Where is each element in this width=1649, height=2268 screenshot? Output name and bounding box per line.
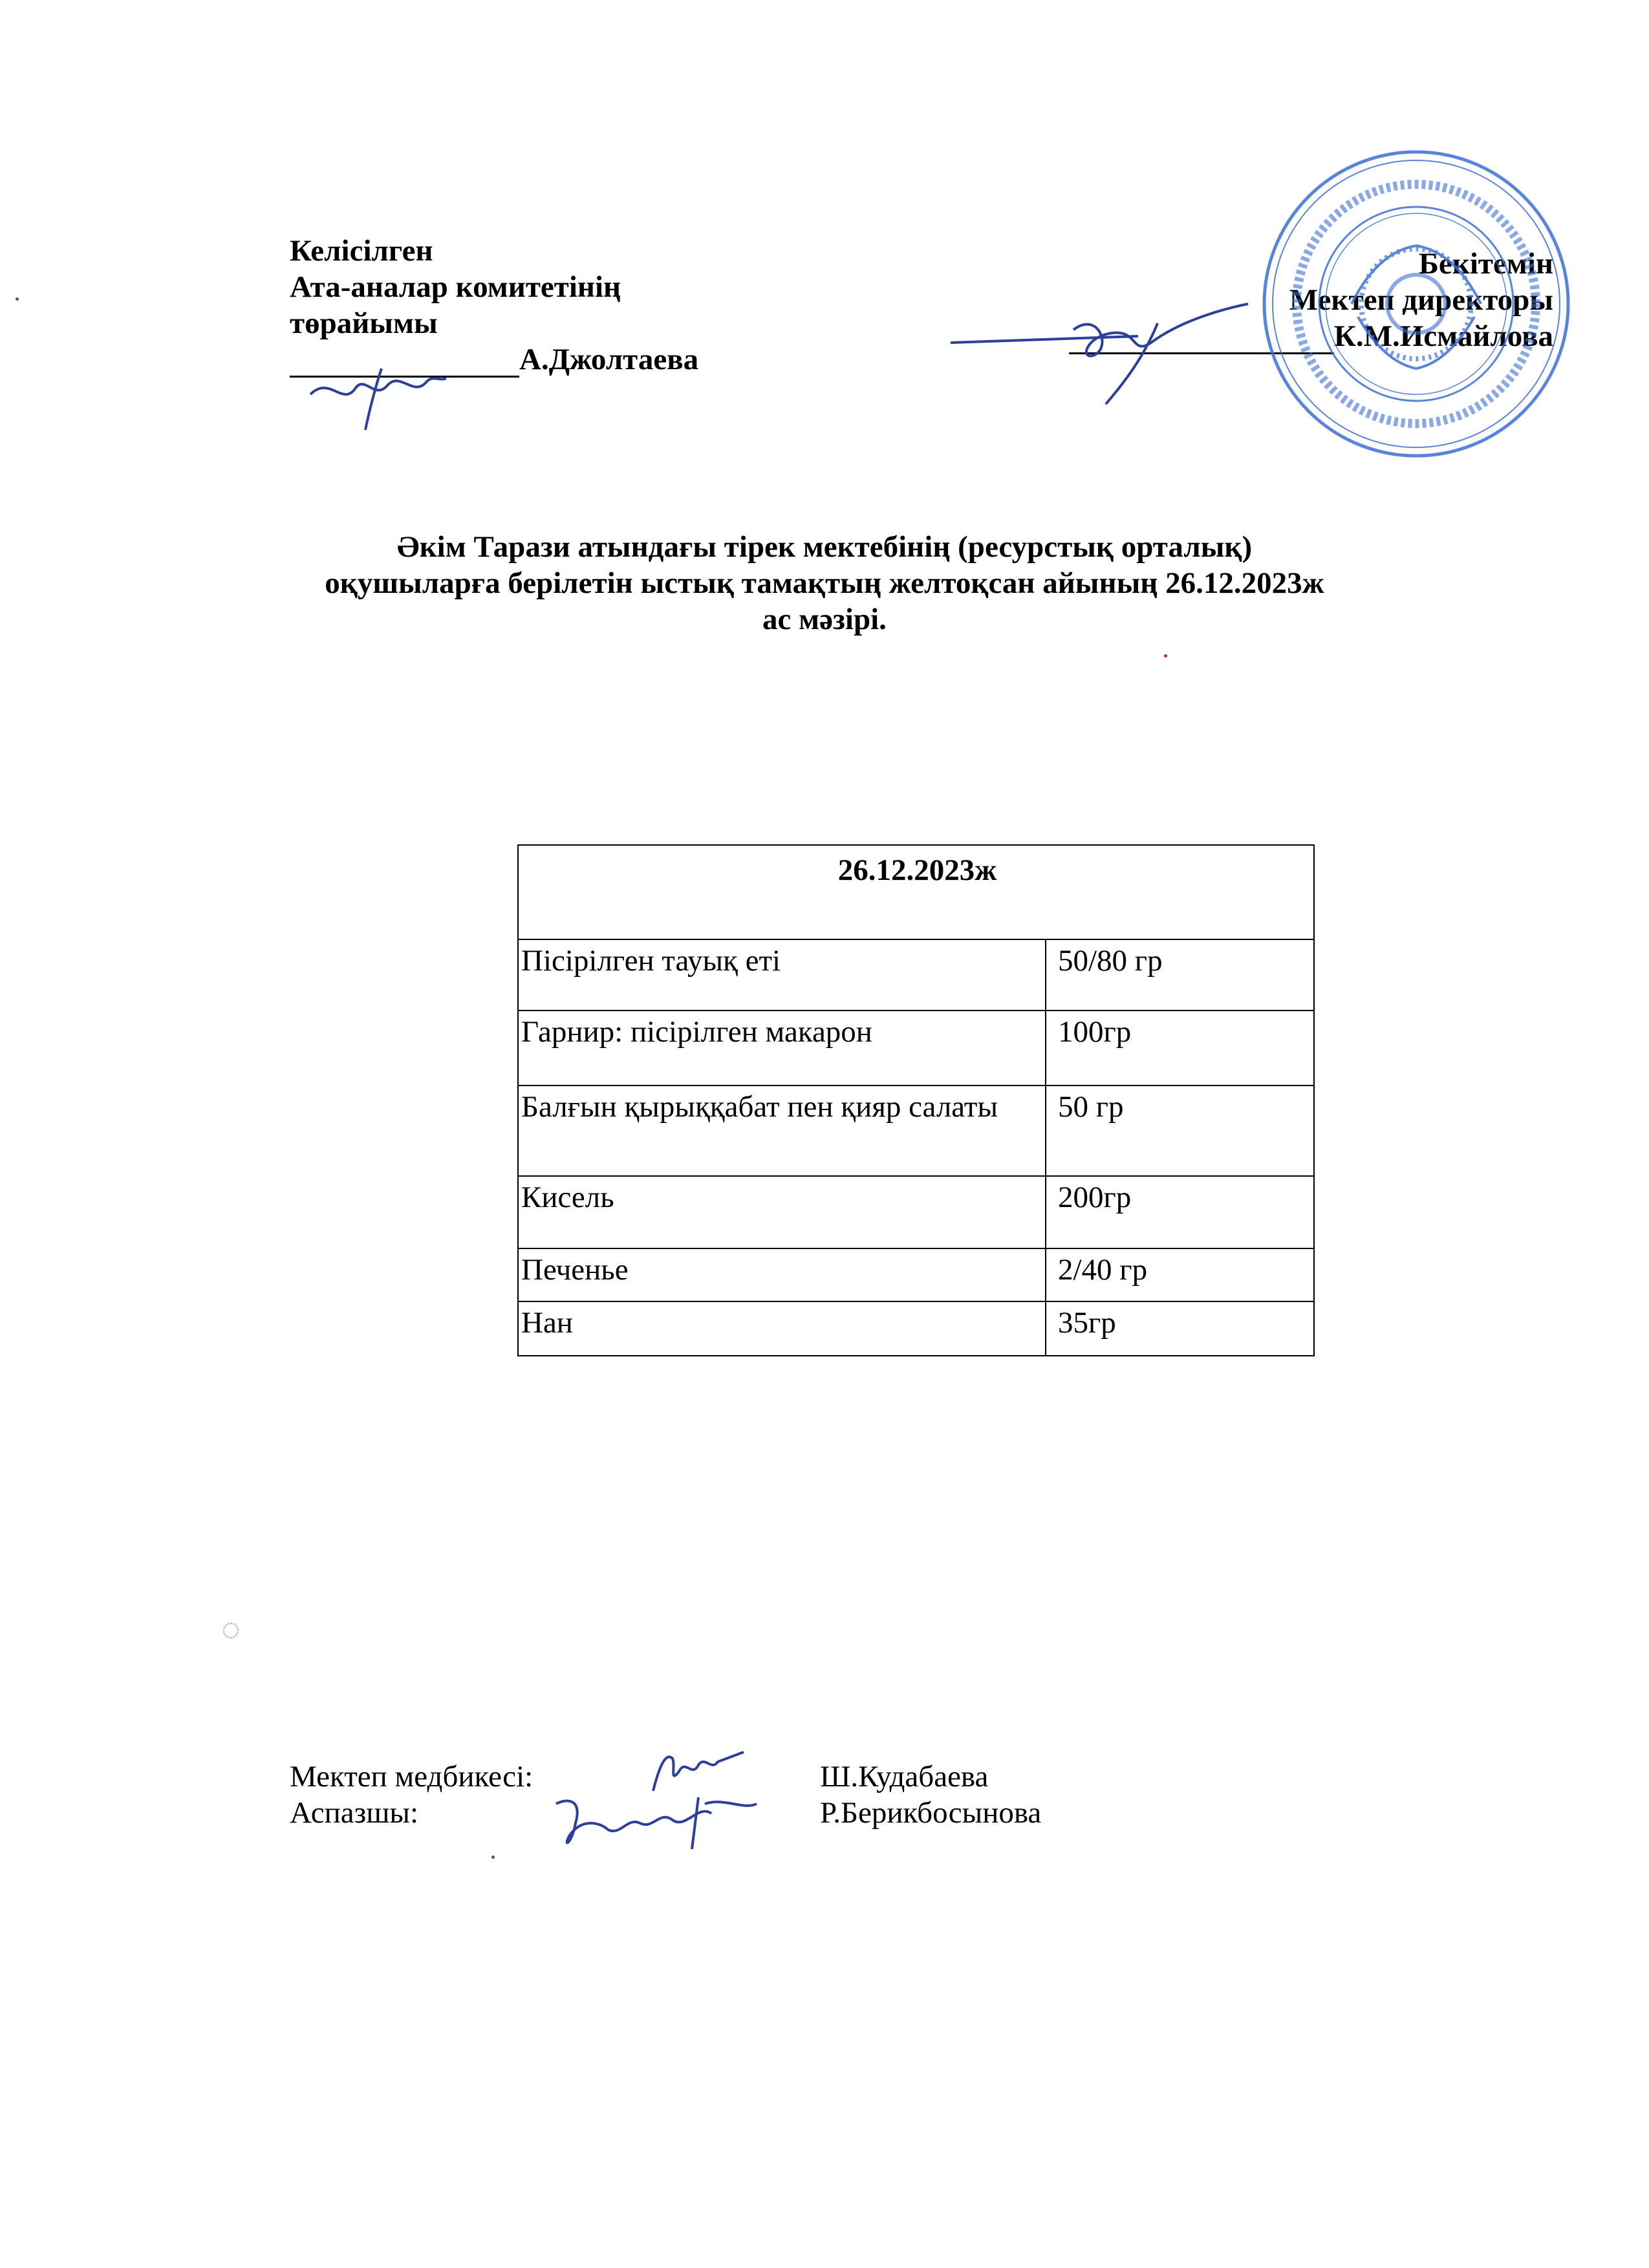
nurse-role: Мектеп медбикесі: [290, 1760, 534, 1793]
menu-item: Печенье [518, 1248, 1046, 1301]
table-row [518, 1248, 1314, 1301]
official-stamp [1248, 149, 1584, 459]
menu-amount: 200гр [1046, 1176, 1314, 1248]
chairwoman-name: А.Джолтаева [519, 343, 699, 376]
nurse-name: Ш.Кудабаева [820, 1760, 989, 1793]
chairwoman-signature [304, 349, 453, 433]
menu-item: Пісірілген тауық еті [518, 939, 1046, 1011]
table-row [518, 1011, 1314, 1086]
menu-date-header: 26.12.2023ж [518, 845, 1314, 939]
document-title [194, 529, 1455, 637]
scan-speck [1164, 654, 1167, 658]
title-line-2: оқушыларға берілетін ыстық тамақтың желтоқсан айының 26.12.2023ж [325, 566, 1324, 600]
menu-item: Нан [518, 1301, 1046, 1356]
director-label: Мектеп директоры [1289, 283, 1553, 317]
menu-amount: 100гр [1046, 1011, 1314, 1086]
menu-item: Балғын қырыққабат пен қияр салаты [518, 1086, 1046, 1176]
menu-item: Гарнир: пісірілген макарон [518, 1011, 1046, 1086]
cook-role: Аспазшы: [290, 1796, 419, 1830]
table-row [518, 1086, 1314, 1176]
table-row [518, 1301, 1314, 1356]
agreed-label: Келісілген [290, 234, 433, 268]
title-line-3: ас мәзірі. [762, 603, 887, 636]
cook-signature [543, 1784, 763, 1862]
director-name: К.М.Исмайлова [1333, 319, 1553, 353]
scan-speck [491, 1856, 495, 1859]
scan-speck [223, 1623, 239, 1638]
menu-item: Кисель [518, 1176, 1046, 1248]
scan-speck [16, 297, 19, 301]
menu-header-row [518, 845, 1314, 939]
menu-amount: 2/40 гр [1046, 1248, 1314, 1301]
director-signature [944, 297, 1255, 407]
committee-label: Ата-аналар комитетінің [290, 270, 621, 304]
menu-amount: 50 гр [1046, 1086, 1314, 1176]
menu-amount: 50/80 гр [1046, 939, 1314, 1011]
chairwoman-label: төрайымы [290, 306, 438, 340]
menu-table [517, 844, 1315, 1356]
table-row [518, 1176, 1314, 1248]
cook-name: Р.Берикбосынова [820, 1796, 1042, 1830]
menu-amount: 35гр [1046, 1301, 1314, 1356]
table-row [518, 939, 1314, 1011]
title-line-1: Әкім Тарази атындағы тірек мектебінің (ресурстық орталық) [396, 530, 1253, 564]
approve-label: Бекітемін [1418, 247, 1553, 281]
